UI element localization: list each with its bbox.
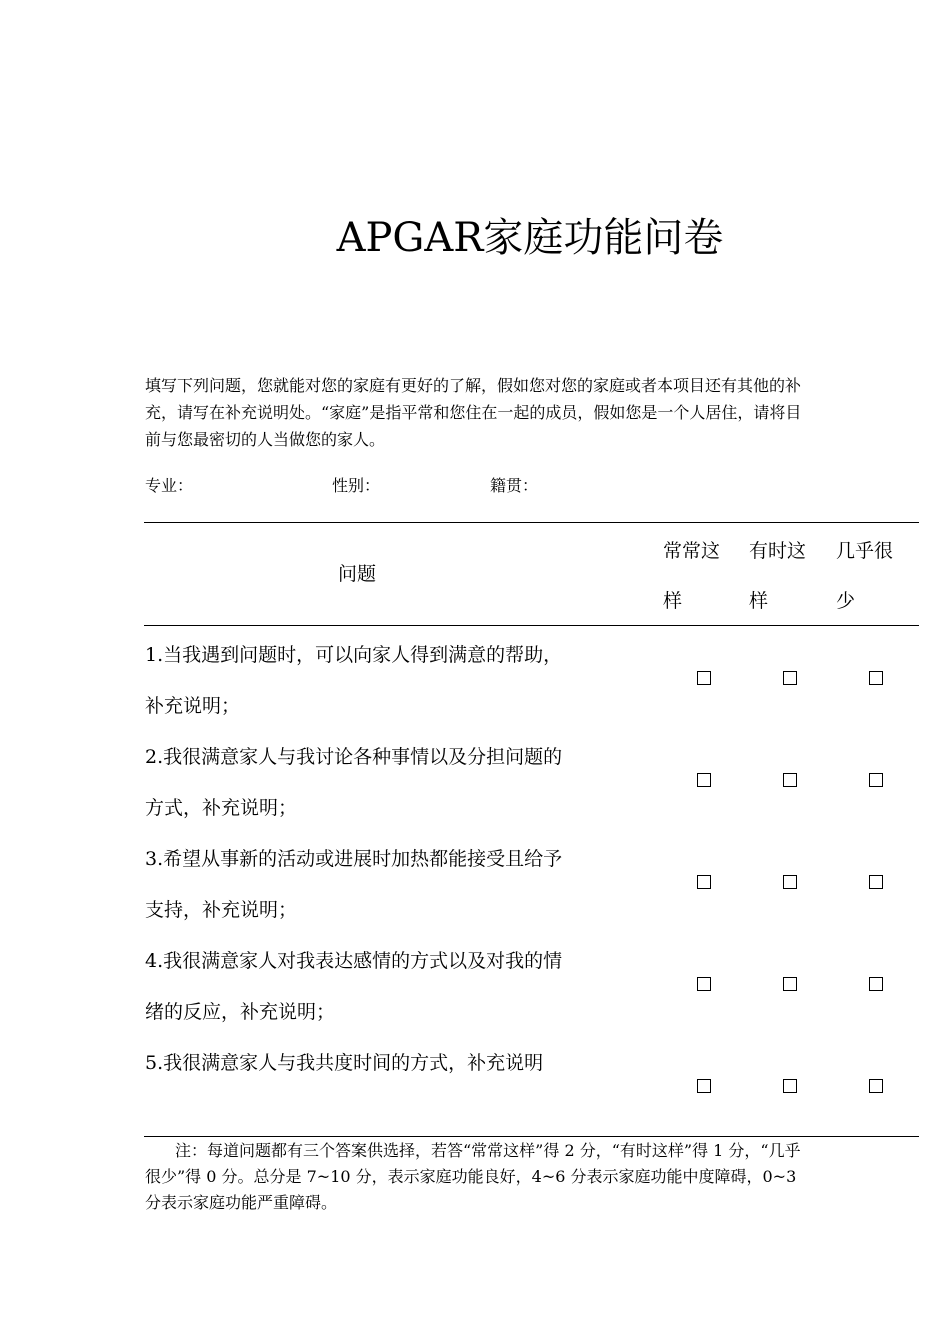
question-text: 4.我很满意家人对我表达感情的方式以及对我的情绪的反应，补充说明；	[145, 950, 563, 1023]
table-top-rule	[144, 522, 919, 523]
origin-field-label: 籍贯：	[490, 476, 539, 495]
header-option-rarely: 几乎很少	[836, 540, 894, 612]
major-field-label: 专业：	[145, 476, 194, 495]
checkbox-often[interactable]	[697, 977, 711, 991]
page-title: APGAR家庭功能问卷	[336, 215, 724, 261]
gender-field-label: 性别：	[332, 476, 381, 495]
question-row-2	[0, 728, 950, 830]
table-bottom-rule	[144, 1136, 919, 1137]
checkbox-sometimes[interactable]	[783, 773, 797, 787]
checkbox-sometimes[interactable]	[783, 977, 797, 991]
header-option-often: 常常这样	[663, 540, 721, 612]
scoring-note: 注：每道问题都有三个答案供选择，若答“常常这样”得 2 分，“有时这样”得 1 分，“几乎很少”得 0 分。总分是 7~10 分，表示家庭功能良好，4~6 分表示家庭功能中度障碍，0~3 分表示家庭功能严重障碍。	[145, 1141, 801, 1212]
checkbox-rarely[interactable]	[869, 773, 883, 787]
question-row-1	[0, 626, 950, 728]
intro-paragraph: 填写下列问题，您就能对您的家庭有更好的了解，假如您对您的家庭或者本项目还有其他的补充，请写在补充说明处。“家庭”是指平常和您住在一起的成员，假如您是一个人居住，请将目前与您最密切的人当做您的家人。	[145, 376, 802, 449]
checkbox-sometimes[interactable]	[783, 1079, 797, 1093]
question-text: 5.我很满意家人与我共度时间的方式，补充说明	[145, 1052, 544, 1074]
question-text: 3.希望从事新的活动或进展时加热都能接受且给予支持，补充说明；	[145, 848, 563, 921]
checkbox-often[interactable]	[697, 875, 711, 889]
checkbox-rarely[interactable]	[869, 875, 883, 889]
header-option-sometimes: 有时这样	[749, 540, 807, 612]
question-row-3	[0, 830, 950, 932]
checkbox-often[interactable]	[697, 773, 711, 787]
checkbox-sometimes[interactable]	[783, 875, 797, 889]
checkbox-rarely[interactable]	[869, 671, 883, 685]
checkbox-rarely[interactable]	[869, 977, 883, 991]
question-row-5	[0, 1034, 950, 1136]
question-text: 2.我很满意家人与我讨论各种事情以及分担问题的方式，补充说明；	[145, 746, 563, 819]
checkbox-often[interactable]	[697, 1079, 711, 1093]
checkbox-sometimes[interactable]	[783, 671, 797, 685]
checkbox-often[interactable]	[697, 671, 711, 685]
header-question: 问题	[338, 563, 377, 585]
question-row-4	[0, 932, 950, 1034]
checkbox-rarely[interactable]	[869, 1079, 883, 1093]
question-text: 1.当我遇到问题时，可以向家人得到满意的帮助，补充说明；	[145, 644, 563, 717]
